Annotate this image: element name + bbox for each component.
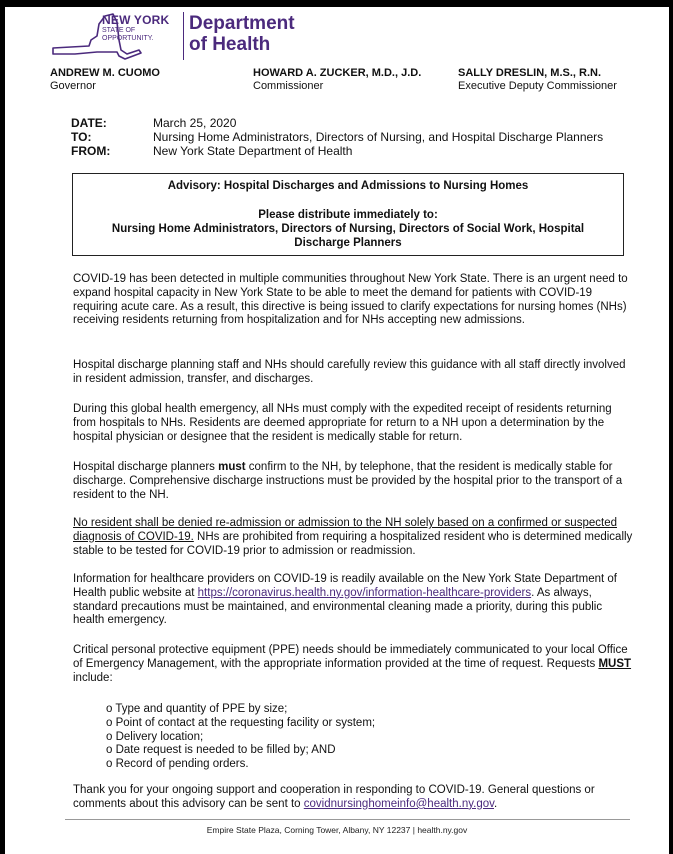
logo-department	[189, 13, 295, 55]
memo-header	[71, 116, 603, 158]
p5-underlined: No resident shall be denied re-admission or admission to the NH solely based on a confirmed or suspected diagnosis of COVID-19.	[73, 517, 617, 543]
memo-date-label: DATE:	[71, 116, 107, 130]
advisory-distribute: Please distribute immediately to:	[258, 209, 438, 221]
p7-must: MUST	[598, 657, 632, 670]
logo-dept-line-2: of Health	[189, 34, 271, 55]
p4-must: must	[218, 461, 246, 473]
memo-date-row	[71, 116, 603, 130]
official-name: HOWARD A. ZUCKER, M.D., J.D.	[253, 67, 422, 79]
logo-tagline	[102, 27, 153, 43]
advisory-box	[72, 173, 624, 256]
memo-date-value: March 25, 2020	[153, 116, 237, 130]
document-page	[5, 0, 669, 854]
p8-text-a: Thank you for your ongoing support and cooperation in responding to COVID-19. General questions or comments about this advisory can be sent to	[73, 784, 595, 810]
p8-text-b: .	[494, 797, 498, 810]
footer-address: Empire State Plaza, Corning Tower, Albany, NY 12237 | health.ny.gov	[206, 825, 468, 835]
official-governor	[50, 67, 160, 93]
official-deputy-commissioner	[458, 67, 617, 93]
logo-tagline-line-1: STATE OF	[102, 27, 136, 34]
logo-tagline-line-2: OPPORTUNITY.	[102, 35, 154, 42]
list-item: o Date request is needed to be filled by; AND	[106, 744, 336, 757]
coronavirus-providers-link[interactable]: https://coronavirus.health.ny.gov/information-healthcare-providers	[197, 586, 532, 599]
p6-text-b: . As always, standard precautions must be maintained, and environmental cleaning made a priority, during this public health emergency.	[73, 586, 603, 627]
footer-divider	[65, 819, 630, 820]
p7-text-b: include:	[73, 671, 113, 684]
ppe-requirements-list	[106, 703, 375, 772]
paragraph-no-denial	[73, 517, 633, 558]
paragraph-thank-you	[73, 784, 633, 812]
p4-text-b: confirm to the NH, by telephone, that the resident is medically stable for discharge. Comprehensive discharge instructions must be provided by the hospital prior to the transport of a resident to the NH.	[73, 461, 623, 501]
p5-rest: NHs are prohibited from requiring a hospitalized resident who is determined medically stable to be tested for COVID-19 prior to admission or readmission.	[73, 530, 633, 557]
official-name: SALLY DRESLIN, M.S., R.N.	[458, 67, 602, 79]
advisory-recipients: Nursing Home Administrators, Directors of Nursing, Directors of Social Work, Hospital Discharge Planners	[111, 223, 585, 249]
memo-to-value: Nursing Home Administrators, Directors of Nursing, and Hospital Discharge Planners	[153, 130, 604, 144]
official-role: Executive Deputy Commissioner	[458, 80, 617, 92]
advisory-title: Advisory: Hospital Discharges and Admissions to Nursing Homes	[167, 180, 529, 192]
logo-divider	[183, 12, 184, 60]
paragraph-provider-info	[73, 573, 633, 628]
official-role: Commissioner	[253, 80, 324, 92]
logo-dept-line-1: Department	[189, 13, 295, 34]
list-item: o Record of pending orders.	[106, 758, 249, 771]
paragraph-expedited-receipt: During this global health emergency, all NHs must comply with the expedited receipt of residents returning from hospitals to NHs. Residents are deemed appropriate for return to a NH upon a determination by the hospital physician or designee that the resident is medically stable for return.	[73, 403, 612, 443]
list-item: o Point of contact at the requesting facility or system;	[106, 716, 376, 729]
paragraph-review: Hospital discharge planning staff and NHs should carefully review this guidance with all staff directly involved in resident admission, transfer, and discharges.	[73, 359, 626, 385]
contact-email-link[interactable]: covidnursinghomeinfo@health.ny.gov	[303, 797, 495, 810]
paragraph-intro: COVID-19 has been detected in multiple communities throughout New York State. There is an urgent need to expand hospital capacity in New York State to be able to meet the demand for patients with COVID-19 requiring acute care. As a result, this directive is being issued to clarify expectations for nursing homes (NHs) receiving residents returning from hospitalization and for NHs accepting new admissions.	[73, 273, 628, 327]
memo-from-label: FROM:	[71, 144, 111, 158]
official-commissioner	[253, 67, 421, 93]
official-role: Governor	[50, 80, 96, 92]
official-name: ANDREW M. CUOMO	[50, 67, 160, 79]
paragraph-discharge-planners	[73, 461, 633, 502]
p4-text-a: Hospital discharge planners	[73, 461, 219, 473]
memo-from-value: New York State Department of Health	[153, 144, 353, 158]
p7-text-a: Critical personal protective equipment (PPE) needs should be immediately communicated to your local Office of Emergency Management, with the appropriate information provided at the time of request. Requests	[73, 644, 628, 670]
top-border	[5, 0, 669, 7]
nys-doh-logo	[45, 10, 345, 62]
logo-state-name: NEW YORK	[102, 13, 170, 27]
p6-text-a: Information for healthcare providers on COVID-19 is readily available on the New York State Department of Health public website at	[73, 573, 617, 599]
memo-to-label: TO:	[71, 130, 92, 144]
memo-to-row	[71, 130, 603, 144]
list-item: o Delivery location;	[106, 730, 204, 743]
list-item: o Type and quantity of PPE by size;	[106, 703, 288, 715]
memo-from-row	[71, 144, 603, 158]
paragraph-ppe	[73, 644, 633, 685]
